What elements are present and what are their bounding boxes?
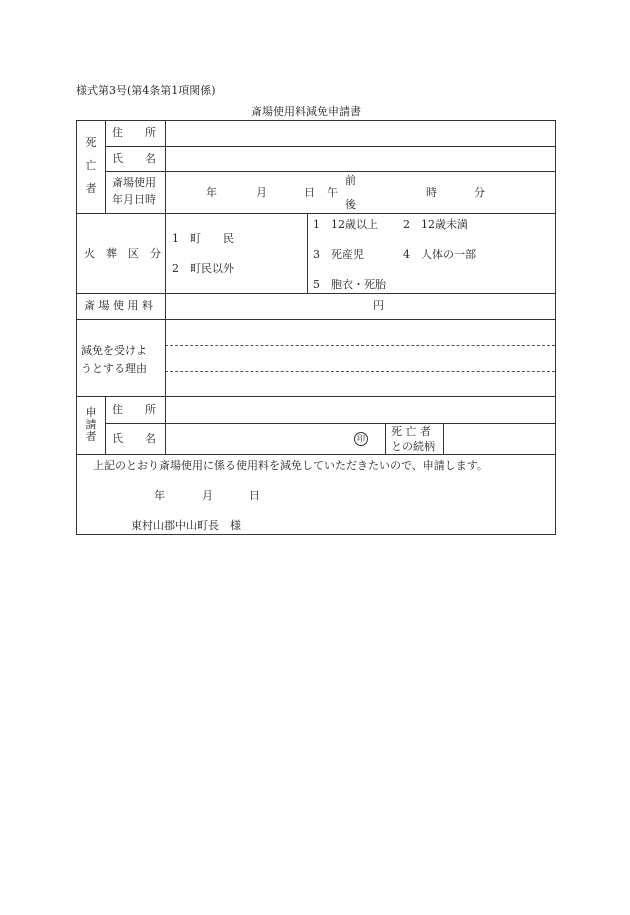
ampm-morning-option[interactable]: 前 [345, 174, 356, 187]
ampm-go-label: 午 [327, 186, 338, 199]
applicant-group-label-3: 者 [85, 430, 97, 443]
relation-label-2: との続柄 [391, 440, 435, 453]
applicant-group-label-2: 請 [85, 418, 97, 431]
cremation-category-label: 火 葬 区 分 [84, 247, 161, 260]
deceased-group-label-3: 者 [85, 182, 97, 195]
fee-amount-field[interactable] [167, 295, 553, 318]
category-option-5[interactable]: 5 胞衣・死胎 [313, 278, 386, 291]
ampm-afternoon-option[interactable]: 後 [345, 198, 356, 211]
category-option-3[interactable]: 3 死産児 [313, 248, 364, 261]
addressee-text: 東村山郡中山町長 様 [131, 519, 241, 532]
deceased-address-label: 住 所 [112, 126, 156, 139]
deceased-group-label-1: 死 [85, 136, 97, 149]
seal-mark: 印 [354, 432, 368, 446]
applicant-group-label-1: 申 [85, 406, 97, 419]
deceased-group-label-2: 亡 [85, 159, 97, 172]
usage-datetime-label-2: 年月日時 [112, 193, 156, 206]
declaration-text: 上記のとおり斎場使用に係る使用料を減免していただきたいので、申請します。 [93, 459, 488, 472]
deceased-name-field[interactable] [167, 148, 553, 170]
document-title: 斎場使用料減免申請書 [251, 105, 361, 118]
relation-label-1: 死 亡 者 [391, 425, 431, 438]
reason-label-2: うとする理由 [81, 362, 147, 375]
reason-field[interactable] [167, 321, 553, 395]
application-day-label: 日 [249, 489, 260, 502]
residency-option-nonresident[interactable]: 2 町民以外 [172, 262, 234, 275]
reason-label-1: 減免を受けよ [81, 344, 147, 357]
application-month-label: 月 [202, 489, 213, 502]
category-option-1[interactable]: 1 12歳以上 [313, 218, 378, 231]
residency-option-resident[interactable]: 1 町 民 [172, 232, 234, 245]
usage-year-label: 年 [206, 186, 217, 199]
usage-hour-label: 時 [426, 186, 437, 199]
usage-day-label: 日 [304, 186, 315, 199]
usage-minute-label: 分 [474, 186, 485, 199]
deceased-address-field[interactable] [167, 122, 553, 145]
usage-month-label: 月 [256, 186, 267, 199]
fee-label: 斎 場 使 用 料 [84, 299, 153, 312]
applicant-address-label: 住 所 [112, 403, 156, 416]
category-option-2[interactable]: 2 12歳未満 [403, 218, 468, 231]
category-option-4[interactable]: 4 人体の一部 [403, 248, 476, 261]
form-label: 様式第3号(第4条第1項関係) [76, 84, 216, 97]
applicant-address-field[interactable] [167, 398, 553, 422]
deceased-name-label: 氏 名 [112, 152, 156, 165]
relation-field[interactable] [445, 425, 553, 453]
applicant-name-label: 氏 名 [112, 432, 156, 445]
application-year-label: 年 [154, 489, 165, 502]
applicant-name-field[interactable] [167, 425, 383, 453]
fee-unit-label: 円 [373, 299, 384, 312]
usage-datetime-label-1: 斎場使用 [112, 176, 156, 189]
